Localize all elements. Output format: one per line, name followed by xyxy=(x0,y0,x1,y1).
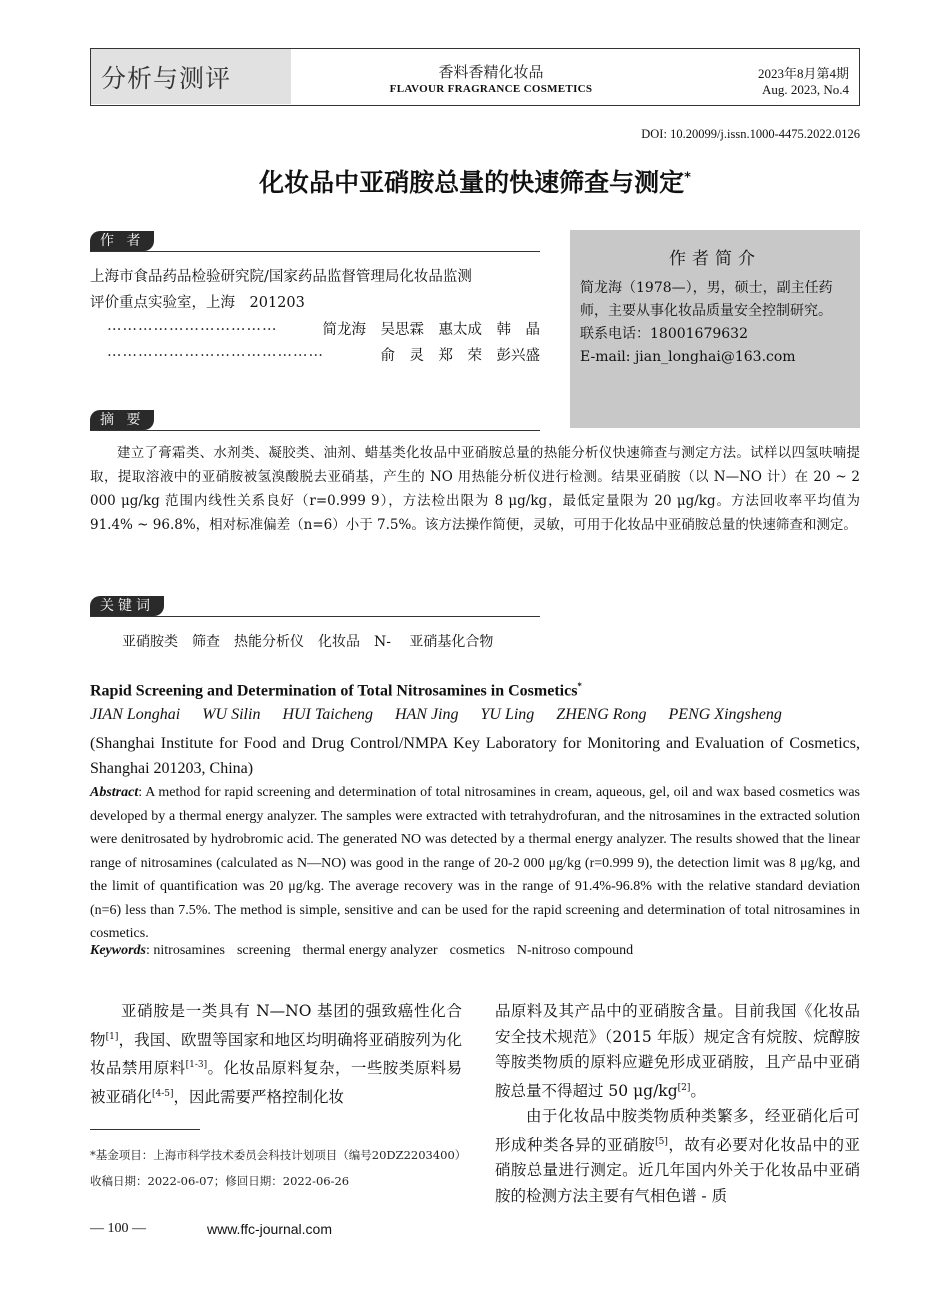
english-title-text: Rapid Screening and Determination of Total Nitrosamines in Cosmetics xyxy=(90,682,578,700)
body-text: ，我国、欧盟等国家和地区均明确将亚硝胺列为化妆品禁用原料 xyxy=(90,1030,462,1078)
issue-info-en: Aug. 2023, No.4 xyxy=(761,82,849,97)
english-title xyxy=(90,681,582,700)
english-affiliation: (Shanghai Institute for Food and Drug Control/NMPA Key Laboratory for Monitoring and Evaluation of Cosmetics, Shanghai 201203, China) xyxy=(90,735,860,777)
author-names-row xyxy=(107,318,540,338)
author-names: 俞 灵 郑 荣 彭兴盛 xyxy=(380,348,540,364)
abstract-tag: 摘 要 xyxy=(90,410,154,430)
author-phone: 联系电话：18001679632 xyxy=(580,326,748,342)
doi: DOI: 10.20099/j.issn.1000-4475.2022.0126 xyxy=(641,127,860,141)
title-footnote-mark: * xyxy=(684,170,691,186)
body-text: 。 xyxy=(690,1081,706,1100)
footnote-divider xyxy=(90,1129,200,1130)
english-author: JIAN Longhai xyxy=(90,706,181,723)
body-text: ，故有必要对化妆品中的亚硝胺总量进行测定。近几年国内外关于化妆品中亚硝胺的检测方法主要有气相色谱 - 质 xyxy=(495,1135,860,1205)
body-text: 由于化妆品中胺类物质种类繁多，经亚硝化后可形成种类各异的亚硝胺 xyxy=(495,1107,860,1154)
english-author: PENG Xingsheng xyxy=(668,706,782,723)
english-author: WU Silin xyxy=(202,706,261,723)
citation: [1-3] xyxy=(185,1060,208,1071)
english-title-mark: * xyxy=(577,681,582,691)
journal-name-en: FLAVOUR FRAGRANCE COSMETICS xyxy=(389,83,593,95)
english-author: YU Ling xyxy=(480,706,535,723)
keywords-cn: 亚硝胺类 筛查 热能分析仪 化妆品 N- 亚硝基化合物 xyxy=(122,634,494,650)
citation: [2] xyxy=(677,1082,691,1093)
body-text: 。化妆品原料复杂，一些胺类原料易被亚硝化 xyxy=(90,1059,462,1106)
abstract-cn: 建立了膏霜类、水剂类、凝胶类、油剂、蜡基类化妆品中亚硝胺总量的热能分析仪快速筛查与测定方法。试样以四氢呋喃提取，提取溶液中的亚硝胺被氢溴酸脱去亚硝基，产生的 NO 用热能分析仪进行检测。结果亚硝胺（以 N—NO 计）在 20 ~ 2 000 μg/kg 范围内线性关系良好（r=0.999 9），方法检出限为 8 μg/kg，最低定量限为 20 μg/kg。方法回收率平均值为 91.4% ~ 96.8%，相对标准偏差（n=6）小于 7.5%。该方法操作简便，灵敏，可用于化妆品中亚硝胺总量的快速筛查和测定。 xyxy=(90,445,860,533)
journal-name-cn: 香料香精化妆品 xyxy=(438,63,544,81)
author-names-row xyxy=(107,344,540,364)
section-title: 分析与测评 xyxy=(101,64,232,93)
leader-dots: …………………………… xyxy=(107,318,278,334)
affiliation-line: 上海市食品药品检验研究院/国家药品监督管理局化妆品监测 xyxy=(90,269,472,285)
issue-info-cn: 2023年8月第4期 xyxy=(757,66,849,81)
body-paragraph xyxy=(495,999,860,1104)
english-keywords xyxy=(90,943,645,959)
abstract-tag-bar xyxy=(90,410,540,431)
body-text: 品原料及其产品中的亚硝胺含量。目前我国《化妆品安全技术规范》（2015 年版）规定含有烷胺、烷醇胺等胺类物质的原料应避免形成亚硝胺，且产品中亚硝胺总量不得超过 50 μg/kg xyxy=(495,1002,860,1100)
author-names: 简龙海 吴思霖 惠太成 韩 晶 xyxy=(322,322,540,338)
english-keyword: thermal energy analyzer xyxy=(302,943,438,958)
english-authors xyxy=(90,706,800,724)
footnotes xyxy=(90,1145,467,1191)
leader-dots: …………………………………… xyxy=(107,344,324,360)
paper-title xyxy=(90,163,860,199)
journal-header xyxy=(90,48,860,106)
english-abstract xyxy=(90,781,860,946)
body-text: 亚硝胺是一类具有 N—NO 基团的强致癌性化合物 xyxy=(90,1002,462,1049)
english-author: HUI Taicheng xyxy=(282,706,373,723)
citation: [4-5] xyxy=(152,1088,174,1099)
citation: [1] xyxy=(105,1031,119,1042)
authors-tag: 作 者 xyxy=(90,231,154,251)
author-bio-box xyxy=(570,230,860,428)
authors-tag-bar xyxy=(90,231,540,252)
body-column-right xyxy=(495,999,860,1209)
received-dates: 收稿日期：2022-06-07；修回日期：2022-06-26 xyxy=(90,1174,350,1188)
funding-note: *基金项目：上海市科学技术委员会科技计划项目（编号20DZ2203400） xyxy=(90,1148,467,1162)
english-author: ZHENG Rong xyxy=(556,706,647,723)
english-keyword: N-nitroso compound xyxy=(516,943,634,958)
citation: [5] xyxy=(655,1136,668,1147)
body-text: ，因此需要严格控制化妆 xyxy=(173,1087,345,1106)
english-keyword: screening xyxy=(236,943,291,958)
english-keywords-label: Keywords xyxy=(90,943,146,958)
page-number: — 100 — xyxy=(90,1221,146,1236)
keywords-tag: 关键词 xyxy=(90,596,164,616)
author-bio-text: 简龙海（1978—），男，硕士，副主任药师，主要从事化妆品质量安全控制研究。 xyxy=(580,280,833,319)
keywords-tag-bar xyxy=(90,596,540,617)
affiliation xyxy=(90,264,540,316)
body-paragraph xyxy=(495,1104,860,1209)
author-email: E-mail: jian_longhai@163.com xyxy=(580,349,796,365)
affiliation-line: 评价重点实验室，上海 201203 xyxy=(90,295,305,311)
journal-url: www.ffc-journal.com xyxy=(207,1221,333,1237)
body-column-left xyxy=(90,999,462,1110)
english-abstract-text: : A method for rapid screening and determination of total nitrosamines in cream, aqueous, gel, oil and wax based cosmetics was developed by a thermal energy analyzer. The samples were extracted with tetrahydrofuran, and the nitrosamines in the extracted solution were denitrosated by hydrobromic acid. The generated NO was detected by a thermal energy analyzer. The results showed that the linear range of nitrosamines (calculated as N—NO) was good in the range of 20-2 000 μg/kg (r=0.999 9), the detection limit was 8 μg/kg, and the limit of quantification was 20 μg/kg. The average recovery was in the range of 91.4%-96.8% with the relative standard deviation (n=6) less than 7.5%. The method is simple, sensitive and can be used for the rapid screening and determination of total nitrosamines in cosmetics. xyxy=(90,785,860,941)
english-keyword: cosmetics xyxy=(449,943,505,958)
english-keyword: : nitrosamines xyxy=(146,943,225,958)
author-bio-title: 作者简介 xyxy=(669,249,761,269)
english-author: HAN Jing xyxy=(394,706,459,723)
paper-title-text: 化妆品中亚硝胺总量的快速筛查与测定 xyxy=(259,168,685,197)
english-abstract-label: Abstract xyxy=(90,785,139,800)
body-paragraph xyxy=(90,999,462,1110)
